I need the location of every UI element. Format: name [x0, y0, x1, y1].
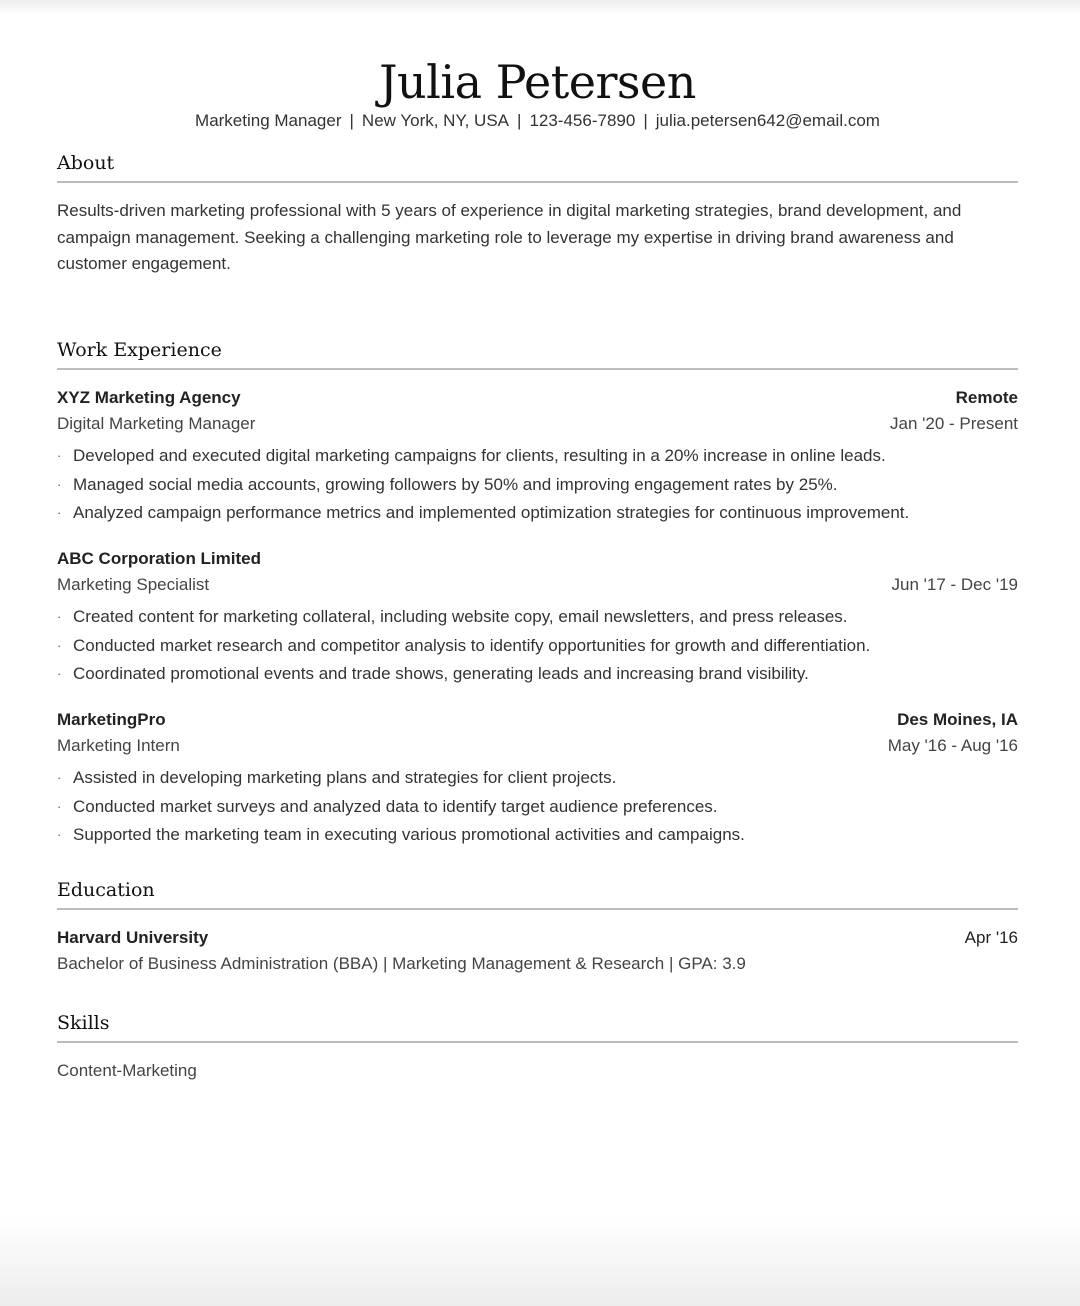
contact-separator: | — [517, 111, 522, 130]
job-dates: Jan '20 - Present — [890, 414, 1018, 433]
bullet-text: Supported the marketing team in executing various promotional activities and campaigns. — [73, 825, 745, 844]
job-dates: Jun '17 - Dec '19 — [891, 575, 1018, 594]
job-bullets — [57, 764, 1018, 850]
company-name: ABC Corporation Limited — [57, 549, 261, 568]
job-entry — [57, 546, 1018, 689]
bullet-dot-icon: · — [57, 448, 62, 463]
about-text: Results-driven marketing professional with 5 years of experience in digital marketing strategies, brand development, and campaign management. Seeking a challenging marketing role to leverage my expertise in driving brand awareness and customer engagement. — [57, 201, 962, 274]
job-role: Marketing Specialist — [57, 575, 210, 594]
contact-separator: | — [349, 111, 354, 130]
bullet-dot-icon: · — [57, 827, 62, 842]
bullet-item — [57, 471, 1018, 500]
bullet-item — [57, 603, 1018, 632]
page-bottom-shadow — [0, 1216, 1080, 1306]
bullet-dot-icon: · — [57, 637, 62, 653]
school-name: Harvard University — [57, 928, 209, 947]
bullet-dot-icon: · — [57, 666, 62, 681]
page-top-shadow — [0, 0, 1080, 14]
bullet-dot-icon: · — [57, 505, 62, 520]
degree-details: Bachelor of Business Administration (BBA) | Marketing Management & Research | GPA: 3.9 — [57, 954, 746, 973]
bullet-text: Conducted market surveys and analyzed data to identify target audience preferences. — [73, 796, 718, 816]
job-entry — [57, 385, 1018, 528]
job-title: Marketing Manager — [195, 111, 342, 130]
bullet-item — [57, 632, 1018, 661]
location-text: New York, NY, USA — [361, 111, 510, 130]
job-entry — [57, 707, 1018, 850]
skills-heading: Skills — [57, 1010, 1018, 1043]
job-bullets — [57, 442, 1018, 528]
candidate-name: Julia Petersen — [379, 55, 696, 109]
bullet-text: Conducted market research and competitor analysis to identify opportunities for growth and differentiation. — [73, 635, 871, 655]
bullet-item — [57, 793, 1018, 822]
company-name: XYZ Marketing Agency — [57, 388, 241, 407]
bullet-dot-icon: · — [57, 770, 62, 785]
work-experience-heading: Work Experience — [57, 337, 1018, 370]
graduation-date: Apr '16 — [964, 928, 1018, 947]
about-heading: About — [57, 150, 1018, 183]
phone-number: 123-456-7890 — [529, 111, 636, 130]
job-location: Remote — [955, 388, 1018, 407]
bullet-text: Coordinated promotional events and trade shows, generating leads and increasing brand visibility. — [73, 664, 809, 683]
bullet-text: Developed and executed digital marketing campaigns for clients, resulting in a 20% increase in online leads. — [73, 446, 886, 465]
job-role: Marketing Intern — [57, 736, 180, 755]
bullet-text: Analyzed campaign performance metrics and implemented optimization strategies for continuous improvement. — [73, 503, 910, 522]
company-name: MarketingPro — [57, 710, 166, 729]
bullet-text: Created content for marketing collateral, including website copy, email newsletters, and press releases. — [73, 607, 848, 626]
bullet-text: Assisted in developing marketing plans and strategies for client projects. — [73, 768, 617, 787]
job-role: Digital Marketing Manager — [57, 414, 256, 433]
bullet-dot-icon: · — [57, 476, 62, 492]
job-location: Des Moines, IA — [897, 710, 1018, 729]
bullet-item — [57, 764, 1018, 793]
bullet-text: Managed social media accounts, growing followers by 50% and improving engagement rates by 25%. — [73, 474, 838, 494]
contact-line — [57, 110, 1018, 132]
bullet-dot-icon: · — [57, 798, 62, 814]
bullet-item — [57, 660, 1018, 689]
bullet-item — [57, 499, 1018, 528]
contact-separator: | — [643, 111, 648, 130]
bullet-item — [57, 442, 1018, 471]
job-bullets — [57, 603, 1018, 689]
job-dates: May '16 - Aug '16 — [887, 736, 1018, 755]
skills-list: Content-Marketing — [57, 1061, 197, 1080]
education-entry — [57, 925, 1018, 977]
bullet-item — [57, 821, 1018, 850]
education-heading: Education — [57, 877, 1018, 910]
email-address: julia.petersen642@email.com — [655, 111, 880, 130]
bullet-dot-icon: · — [57, 609, 62, 624]
